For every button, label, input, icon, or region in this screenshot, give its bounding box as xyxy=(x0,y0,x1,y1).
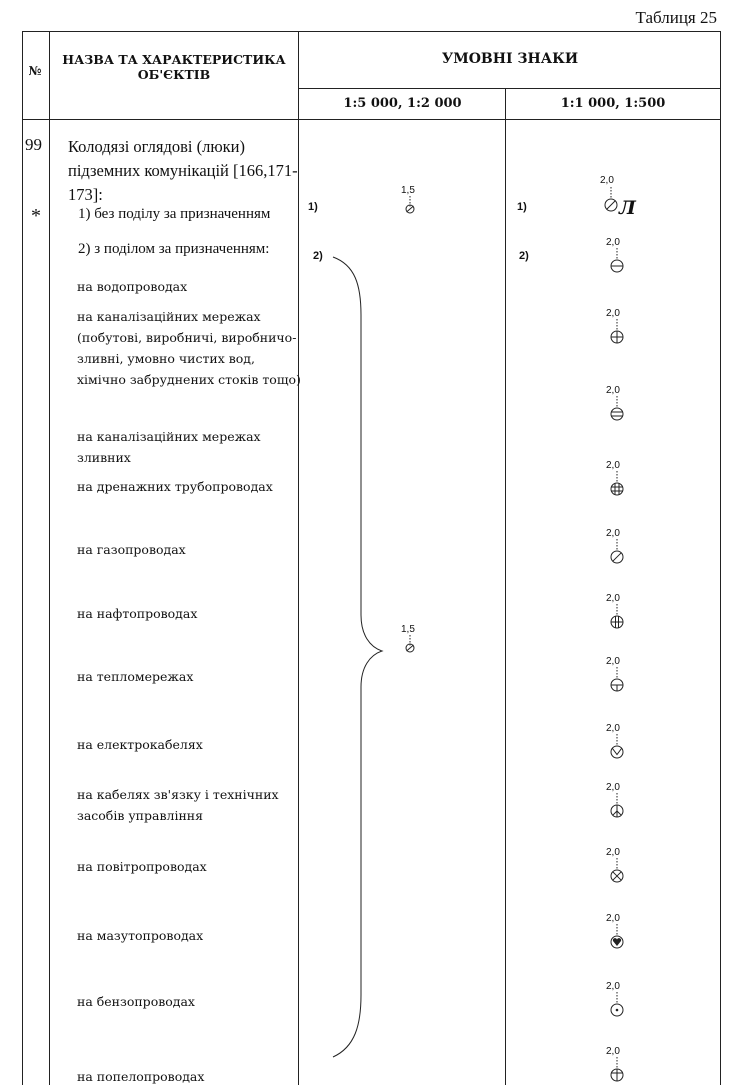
dimension-label: 1,5 xyxy=(401,624,415,635)
circle-vertical-line-icon xyxy=(609,1057,627,1085)
item-gas: на газопроводах xyxy=(77,542,186,557)
circle-grid-icon xyxy=(609,471,627,499)
item-heat: на тепломережах xyxy=(77,669,194,684)
circle-two-horizontal-lines-icon xyxy=(609,396,627,424)
entry-title: Колодязі оглядові (люки) підземних комунікацій [166,171-173]: xyxy=(68,137,298,204)
marker-1-small-scale: 1) xyxy=(308,201,318,213)
dimension-label: 2,0 xyxy=(606,308,620,319)
item-ash: на попелопроводах xyxy=(77,1069,205,1084)
item-storm-sewerage: на каналізаційних мережах зливних xyxy=(77,429,261,465)
item-water-supply: на водопроводах xyxy=(77,279,188,294)
table-left-border xyxy=(22,31,23,1085)
grouping-brace xyxy=(325,255,395,1065)
circle-cross-icon xyxy=(609,319,627,347)
circle-lightning-icon xyxy=(609,734,627,762)
manhole-letter-l: Л xyxy=(619,197,636,219)
table-top-border xyxy=(22,31,720,32)
option-without-division: 1) без поділу за призначенням xyxy=(78,206,271,222)
dimension-label: 2,0 xyxy=(606,237,620,248)
header-scale-small: 1:5 000, 1:2 000 xyxy=(343,96,462,111)
header-conventional-signs: УМОВНІ ЗНАКИ xyxy=(441,51,579,67)
dimension-label: 2,0 xyxy=(606,593,620,604)
header-bottom-border xyxy=(22,119,720,120)
circle-filled-heart-icon xyxy=(609,924,627,952)
item-oil: на нафтопроводах xyxy=(77,606,198,621)
scale-column-divider xyxy=(505,88,506,1085)
dimension-label: 2,0 xyxy=(606,847,620,858)
circle-double-vertical-icon xyxy=(609,604,627,632)
table-caption: Таблиця 25 xyxy=(635,8,717,27)
option-with-division: 2) з поділом за призначенням: xyxy=(78,241,270,257)
item-electric: на електрокабелях xyxy=(77,737,203,752)
dimension-label: 2,0 xyxy=(606,385,620,396)
item-communication: на кабелях зв'язку і технічних засобів управління xyxy=(77,787,279,823)
circle-diagonal-icon xyxy=(609,539,627,567)
dimension-label: 2,0 xyxy=(606,913,620,924)
table-right-border xyxy=(720,31,721,1085)
circle-horizontal-line-icon xyxy=(609,248,627,276)
dimension-label: 2,0 xyxy=(606,723,620,734)
entry-asterisk: * xyxy=(31,205,41,227)
dimension-label: 2,0 xyxy=(606,460,620,471)
dimension-label: 1,5 xyxy=(401,185,415,196)
circle-dot-icon xyxy=(609,992,627,1020)
circle-x-icon xyxy=(609,858,627,886)
header-number: № xyxy=(28,64,42,78)
item-drainage: на дренажних трубопроводах xyxy=(77,479,273,494)
marker-2-small-scale: 2) xyxy=(313,250,323,262)
manhole-generic-icon xyxy=(402,635,418,655)
header-scale-large: 1:1 000, 1:500 xyxy=(560,96,666,111)
dimension-label: 2,0 xyxy=(606,656,620,667)
dimension-label: 2,0 xyxy=(606,782,620,793)
item-air: на повітропроводах xyxy=(77,859,207,874)
entry-number: 99 xyxy=(25,135,42,154)
item-fuel-oil: на мазутопроводах xyxy=(77,928,204,943)
item-sewerage: на каналізаційних мережах (побутові, виробничі, виробничо-зливні, умовно чистих вод, хімічно забруднених стоків тощо) xyxy=(77,309,301,387)
signs-header-divider xyxy=(298,88,720,89)
number-column-divider xyxy=(49,31,50,1085)
circle-half-cross-icon xyxy=(609,667,627,695)
item-petrol: на бензопроводах xyxy=(77,994,195,1009)
circle-peace-icon xyxy=(609,793,627,821)
dimension-label: 2,0 xyxy=(606,528,620,539)
dimension-label: 2,0 xyxy=(606,1046,620,1057)
marker-1-large-scale: 1) xyxy=(517,201,527,213)
manhole-generic-icon xyxy=(402,196,418,216)
header-name: НАЗВА ТА ХАРАКТЕРИСТИКА ОБ'ЄКТІВ xyxy=(62,52,286,82)
dimension-label: 2,0 xyxy=(600,175,614,186)
marker-2-large-scale: 2) xyxy=(519,250,529,262)
dimension-label: 2,0 xyxy=(606,981,620,992)
